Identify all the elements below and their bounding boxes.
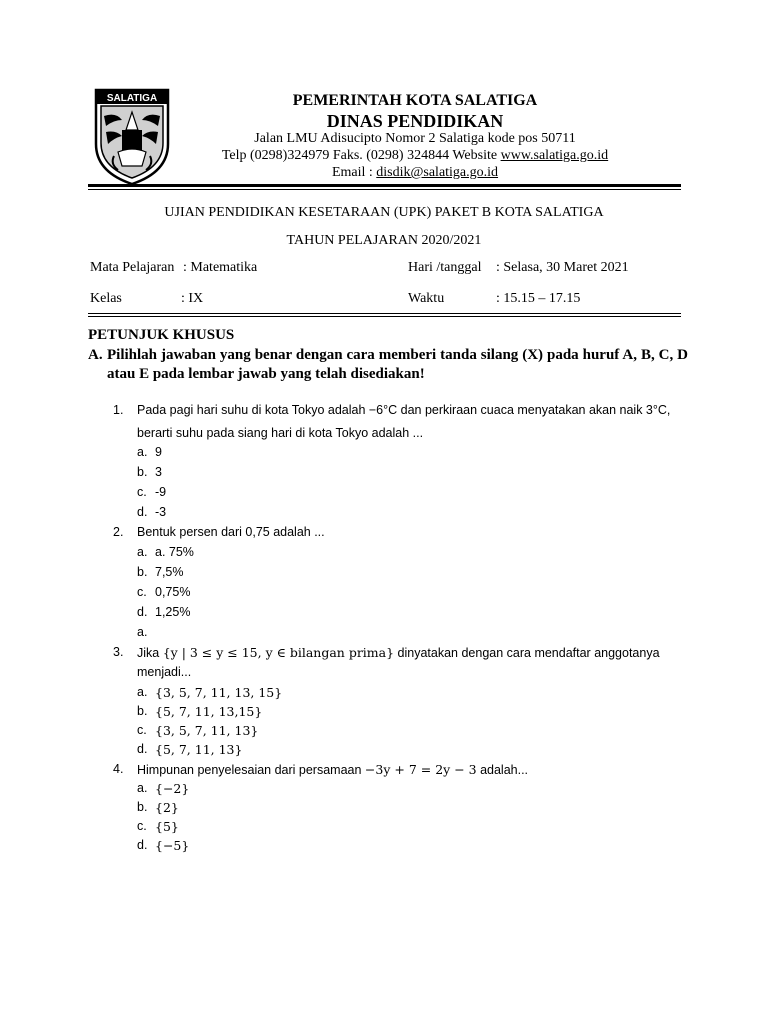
q4-option-label: a. (137, 781, 148, 795)
q4-option-text[interactable]: {2} (155, 800, 179, 815)
subject-label: Mata Pelajaran (90, 260, 175, 275)
question-3-number: 3. (113, 645, 124, 659)
email-line (190, 165, 640, 181)
question-4-line1 (137, 762, 528, 777)
q4-option-label: c. (137, 819, 147, 833)
q1-option-text[interactable]: 9 (155, 445, 162, 459)
meta-rule-top (88, 313, 681, 314)
question-3-line2: menjadi... (137, 665, 192, 679)
q4-option-text[interactable]: {−5} (155, 838, 190, 853)
q4-option-label: b. (137, 800, 148, 814)
address-line: Jalan LMU Adisucipto Nomor 2 Salatiga kode pos 50711 (254, 131, 576, 146)
instruction-a-label: A. (88, 347, 103, 363)
section-heading: PETUNJUK KHUSUS (88, 327, 235, 343)
q3-set-notation: {y | 3 ≤ y ≤ 15, y ∈ bilangan prima} (162, 645, 395, 660)
meta-rule-bottom (88, 316, 681, 317)
salatiga-crest-logo (92, 86, 172, 186)
question-3-line1 (137, 645, 660, 660)
q3-option-text[interactable]: {3, 5, 7, 11, 13} (155, 723, 259, 738)
date-value: : Selasa, 30 Maret 2021 (496, 260, 629, 275)
subject-value: : Matematika (183, 260, 258, 275)
q4-option-label: d. (137, 838, 148, 852)
q4-suffix: adalah... (476, 763, 529, 777)
q2-option-text[interactable]: 7,5% (155, 565, 184, 579)
q3-option-label: b. (137, 704, 148, 718)
contact-prefix: Telp (0298)324979 Faks. (0298) 324844 Website (221, 148, 501, 163)
q2-option-text[interactable]: 1,25% (155, 605, 191, 619)
question-1-line2: berarti suhu pada siang hari di kota Tokyo adalah ... (137, 426, 424, 440)
q1-option-label: c. (137, 485, 147, 499)
time-value: : 15.15 – 17.15 (496, 291, 581, 306)
question-1-number: 1. (113, 403, 124, 417)
q1-option-label: a. (137, 445, 148, 459)
email-prefix: Email : (331, 165, 377, 180)
letterhead-rule-thin (88, 189, 681, 190)
q2-option-label: c. (137, 585, 147, 599)
q2-option-label: d. (137, 605, 148, 619)
class-label: Kelas (90, 291, 122, 306)
instruction-a (88, 346, 688, 384)
q4-prefix: Himpunan penyelesaian dari persamaan (137, 763, 365, 777)
q1-option-text[interactable]: 3 (155, 465, 162, 479)
q3-option-label: c. (137, 723, 147, 737)
logo-text: SALATIGA (106, 93, 158, 104)
q2-option-label: a. (137, 545, 148, 559)
time-label: Waktu (408, 291, 445, 306)
question-2-line1: Bentuk persen dari 0,75 adalah ... (137, 525, 325, 539)
q4-option-text[interactable]: {−2} (155, 781, 190, 796)
class-value: : IX (181, 291, 204, 306)
q2-option-text[interactable]: 0,75% (155, 585, 191, 599)
q3-option-text[interactable]: {5, 7, 11, 13,15} (155, 704, 263, 719)
contact-line (190, 148, 640, 164)
date-label: Hari /tanggal (408, 260, 482, 275)
q3-option-text[interactable]: {3, 5, 7, 11, 13, 15} (155, 685, 283, 700)
q3-suffix: dinyatakan dengan cara mendaftar anggotanya (394, 646, 660, 660)
agency-name: DINAS PENDIDIKAN (326, 111, 504, 131)
exam-title: UJIAN PENDIDIKAN KESETARAAN (UPK) PAKET B KOTA SALATIGA (164, 205, 604, 220)
q2-option-label: b. (137, 565, 148, 579)
government-name: PEMERINTAH KOTA SALATIGA (292, 92, 538, 109)
q1-option-label: b. (137, 465, 148, 479)
q1-option-label: d. (137, 505, 148, 519)
exam-year: TAHUN PELAJARAN 2020/2021 (286, 233, 482, 248)
letterhead-rule-thick (88, 184, 681, 187)
question-4-number: 4. (113, 762, 124, 776)
instruction-a-text: Pilihlah jawaban yang benar dengan cara memberi tanda silang (X) pada huruf A, B, C, D atau E pada lembar jawab yang telah disediakan! (107, 347, 688, 382)
question-1-line1: Pada pagi hari suhu di kota Tokyo adalah −6°C dan perkiraan cuaca menyatakan akan naik 3°C, (137, 403, 671, 417)
q4-equation: −3y + 7 = 2y − 3 (364, 762, 477, 777)
q2-option-label: a. (137, 625, 148, 639)
q3-option-label: a. (137, 685, 148, 699)
q1-option-text[interactable]: -9 (155, 485, 167, 499)
question-2-number: 2. (113, 525, 124, 539)
website-link[interactable]: www.salatiga.go.id (500, 148, 609, 163)
q3-option-label: d. (137, 742, 148, 756)
q4-option-text[interactable]: {5} (155, 819, 179, 834)
q3-option-text[interactable]: {5, 7, 11, 13} (155, 742, 243, 757)
email-link[interactable]: disdik@salatiga.go.id (376, 165, 499, 180)
q2-option-text[interactable]: a. 75% (155, 545, 194, 559)
q1-option-text[interactable]: -3 (155, 505, 167, 519)
q3-prefix: Jika (137, 646, 163, 660)
